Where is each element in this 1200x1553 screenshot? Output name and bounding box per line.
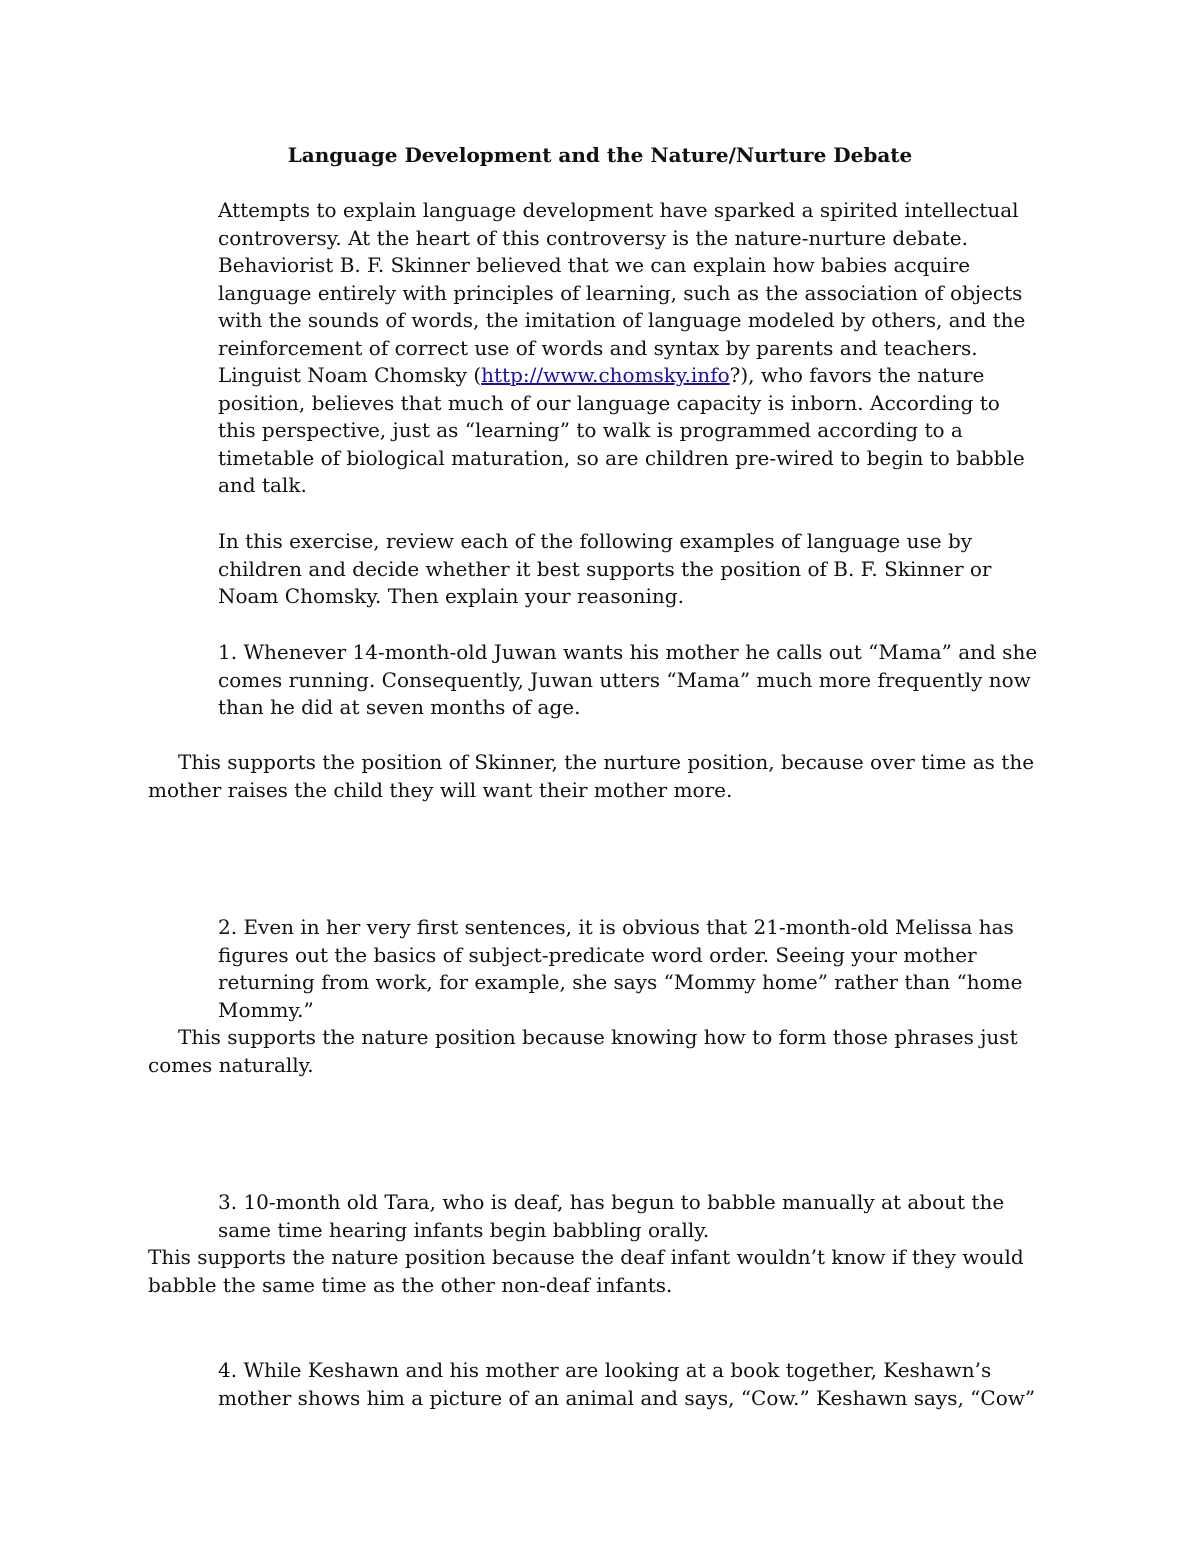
- question-2: 2. Even in her very first sentences, it is obvious that 21-month-old Melissa has figures out the basics of subject-predicate word order. Seeing your mother returning from work, for example, she says “Mommy home” rather than “home Mommy.”: [218, 915, 1023, 1022]
- question-4: 4. While Keshawn and his mother are looking at a book together, Keshawn’s mother shows him a picture of an animal and says, “Cow.” Keshawn says, “Cow”: [218, 1358, 1036, 1410]
- question-1: 1. Whenever 14-month-old Juwan wants his mother he calls out “Mama” and she comes running. Consequently, Juwan utters “Mama” much more frequently now than he did at seven months of age.: [218, 640, 1038, 719]
- document-title: Language Development and the Nature/Nurture Debate: [287, 143, 913, 167]
- intro-text-continued: ?), who favors the nature position, believes that much of our language capacity is inborn. According to this perspective, just as “learning” to walk is programmed according to a timetable of biological maturation, so are children pre-wired to begin to babble and talk.: [218, 363, 1025, 497]
- instructions-paragraph: In this exercise, review each of the following examples of language use by children and decide whether it best supports the position of B. F. Skinner or Noam Chomsky. Then explain your reasoning.: [218, 529, 992, 608]
- intro-text: Attempts to explain language development have sparked a spirited intellectual controversy. At the heart of this controversy is the nature-nurture debate. Behaviorist B. F. Skinner believed that we can explain how babies acquire language entirely with principles of learning, such as the association of objects with the sounds of words, the imitation of language modeled by others, and the reinforcement of correct use of words and syntax by parents and teachers. Linguist Noam Chomsky (: [218, 198, 1026, 387]
- answer-3: This supports the nature position because the deaf infant wouldn’t know if they would babble the same time as the other non-deaf infants.: [148, 1245, 1024, 1297]
- answer-1: This supports the position of Skinner, the nurture position, because over time as the mother raises the child they will want their mother more.: [148, 750, 1035, 802]
- answer-2: This supports the nature position because knowing how to form those phrases just comes naturally.: [148, 1025, 1018, 1077]
- chomsky-link[interactable]: http://www.chomsky.info: [481, 363, 730, 387]
- question-3: 3. 10-month old Tara, who is deaf, has begun to babble manually at about the same time hearing infants begin babbling orally.: [218, 1190, 1005, 1242]
- intro-paragraph: [218, 197, 1038, 500]
